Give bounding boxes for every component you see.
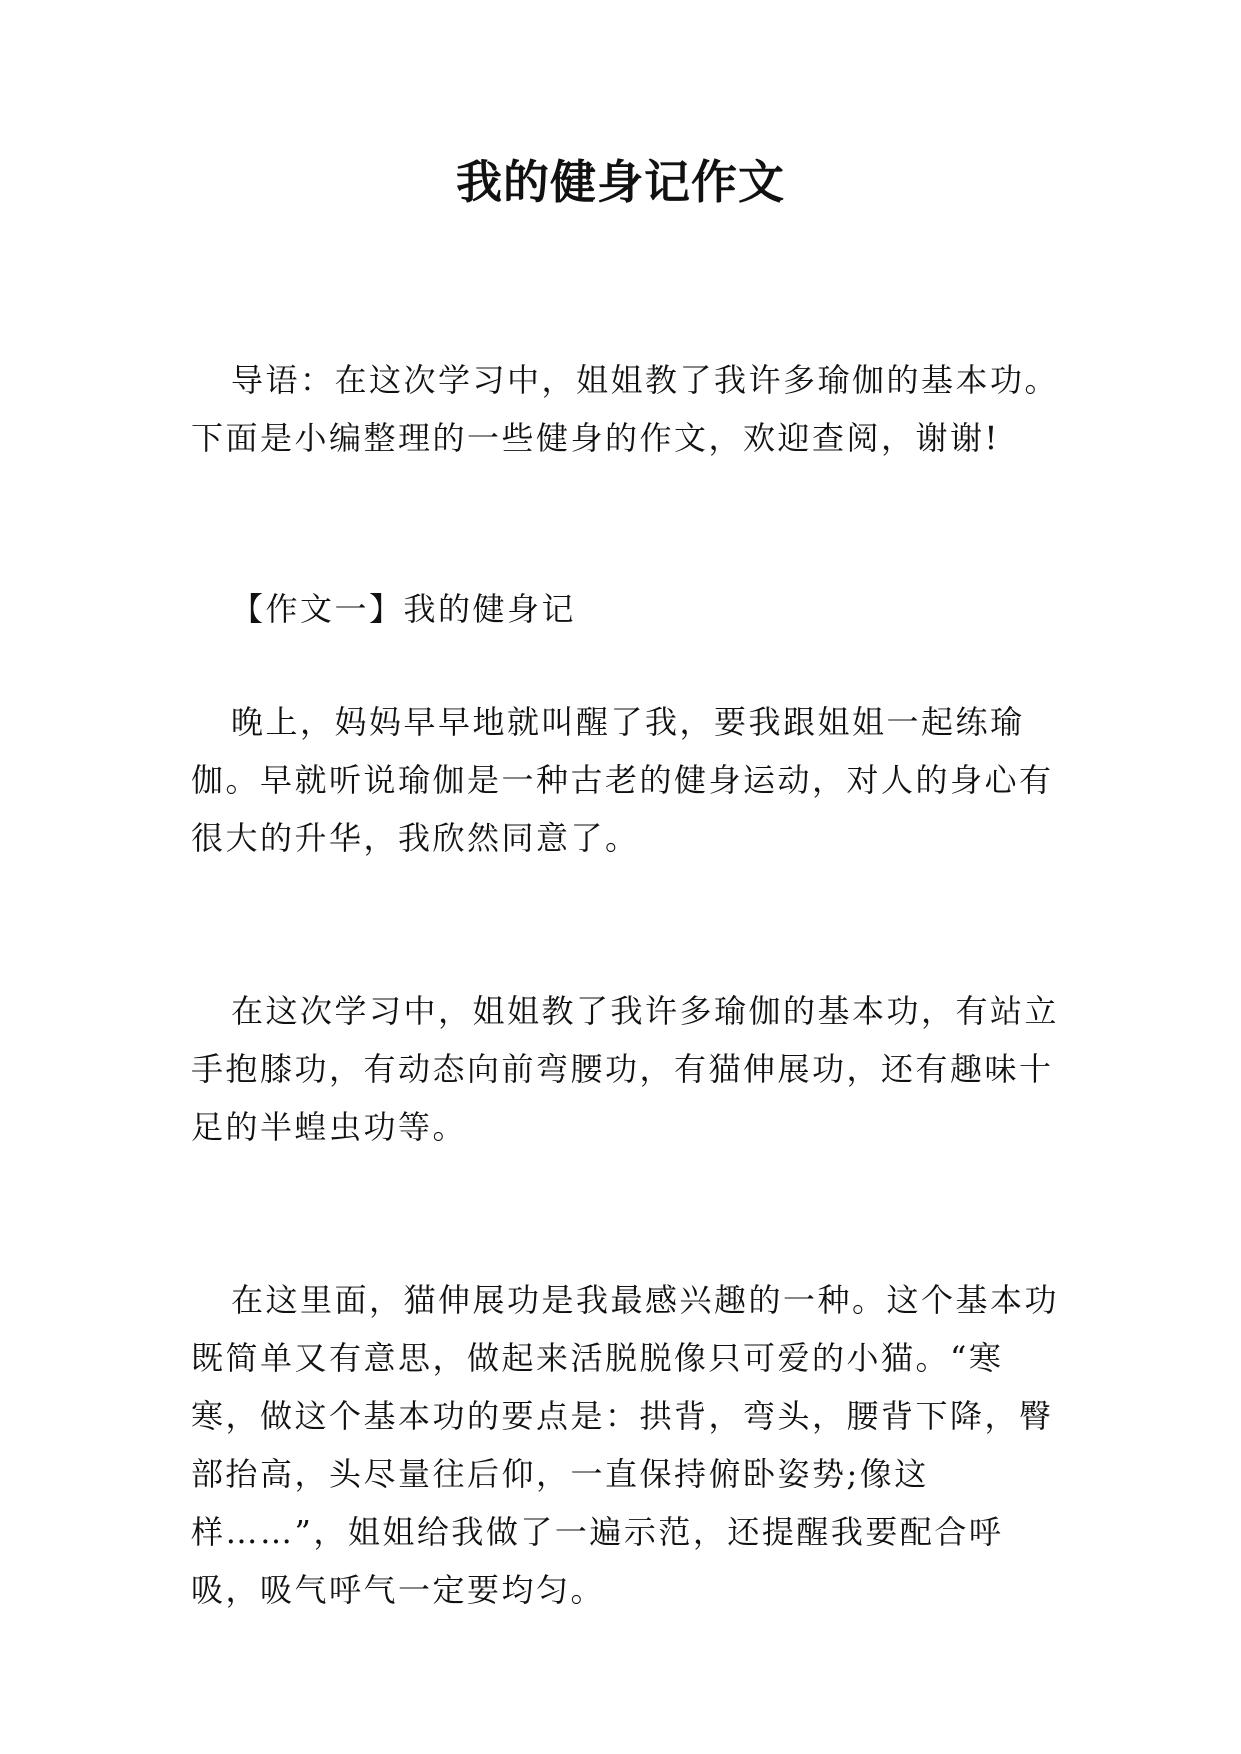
body-paragraph-1: 晚上，妈妈早早地就叫醒了我，要我跟姐姐一起练瑜伽。早就听说瑜伽是一种古老的健身运动，对人的身心有很大的升华，我欣然同意了。 (191, 703, 1054, 857)
body-paragraph-2: 在这次学习中，姐姐教了我许多瑜伽的基本功，有站立手抱膝功，有动态向前弯腰功，有猫伸展功，还有趣味十足的半蝗虫功等。 (191, 992, 1060, 1146)
body-paragraph-3: 在这里面，猫伸展功是我最感兴趣的一种。这个基本功既简单又有意思，做起来活脱脱像只可爱的小猫。“寒寒，做这个基本功的要点是：拱背，弯头，腰背下降，臀部抬高，头尽量往后仰，一直保持俯卧姿势;像这样……”，姐姐给我做了一遍示范，还提醒我要配合呼吸，吸气呼气一定要均匀。 (191, 1281, 1060, 1609)
section-heading: 【作文一】我的健身记 (231, 590, 577, 628)
intro-paragraph: 导语：在这次学习中，姐姐教了我许多瑜伽的基本功。下面是小编整理的一些健身的作文，欢迎查阅，谢谢! (191, 361, 1060, 457)
document-title: 我的健身记作文 (456, 155, 785, 209)
